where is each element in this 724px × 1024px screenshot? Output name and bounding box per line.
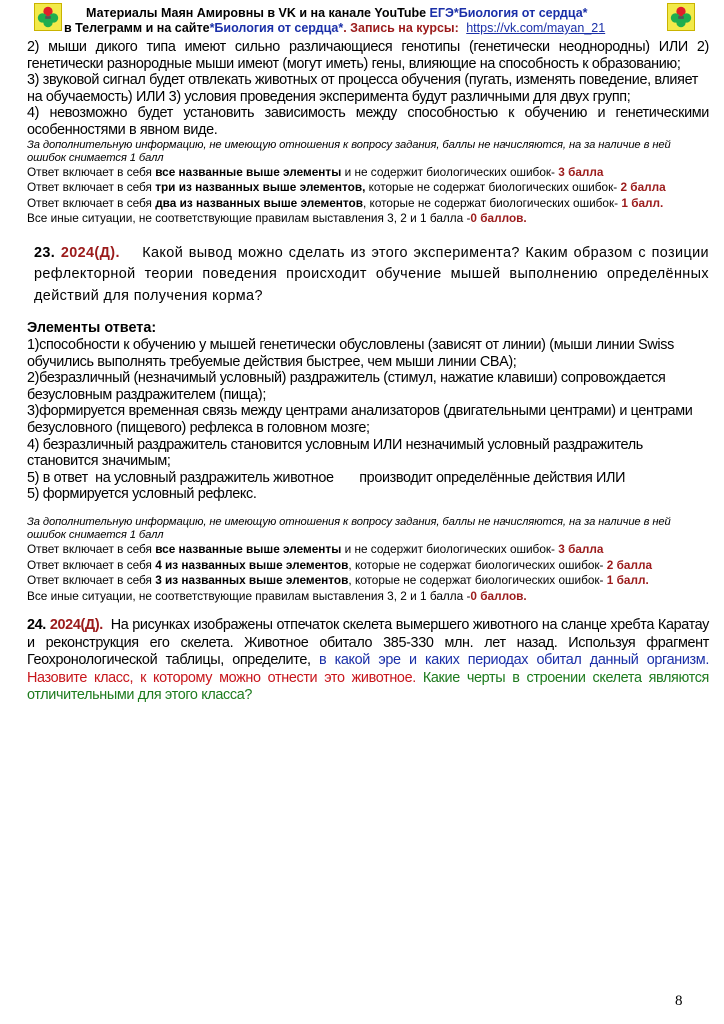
scoring-criteria: все названные выше элементы xyxy=(155,542,342,556)
scoring-criteria: 4 из названных выше элементов xyxy=(155,557,349,572)
scoring-text: Ответ включает в себя xyxy=(27,542,156,556)
scoring-points: 2 балла xyxy=(606,557,653,572)
answer-element-5: 5) в ответ на условный раздражитель животное производит определённые действия ИЛИ xyxy=(27,469,626,486)
header-line-1 xyxy=(86,6,588,21)
scoring-points: 2 балла xyxy=(620,180,666,195)
scoring-points: 0 баллов. xyxy=(470,211,527,226)
scoring-points: 3 балла xyxy=(558,164,604,179)
header-brand: ЕГЭ*Биология от сердца* xyxy=(429,6,588,20)
header-site-brand: *Биология от сердца* xyxy=(209,21,344,35)
scoring-row xyxy=(27,196,709,212)
scoring-criteria: 3 из названных выше элементов xyxy=(155,573,349,587)
scoring-text: которые не содержат биологических ошибок- xyxy=(365,180,621,195)
scoring-points: 3 балла xyxy=(558,542,604,556)
scoring-text: Ответ включает в себя xyxy=(27,195,156,210)
answer-element-4: 4) безразличный раздражитель становится условным ИЛИ незначимый условный раздражитель становится значимым; xyxy=(27,436,643,470)
answer-element-4: 4) невозможно будет установить зависимость между способностью к обучению и генетическими особенностями в явном виде. xyxy=(27,105,709,138)
scoring-text: Все иные ситуации, не соответствующие правилам выставления 3, 2 и 1 балла - xyxy=(27,588,471,603)
answer-element-2: 2) мыши дикого типа имеют сильно различающиеся генотипы (генетически неоднородны) ИЛИ 2) генетически разнородные мыши имеют (могут иметь) гены, влияющие на способность к образованию; xyxy=(27,39,709,72)
answer-element-1: 1)способности к обучению у мышей генетически обусловлены (зависят от линии) (мыши линии Swiss обучились выполнять требуемые действия быстрее, чем мыши линии CBA); xyxy=(27,337,674,370)
scoring-text: Ответ включает в себя xyxy=(27,164,156,179)
question-text: Какой вывод можно сделать из этого эксперимента? Каким образом с позиции рефлекторной теории поведения происходит обучение мышей выполнению определённых действий для получения корма? xyxy=(34,244,709,304)
answer-element-5-alt: 5) формируется условный рефлекс. xyxy=(27,486,257,503)
clover-heart-logo-icon xyxy=(34,3,62,31)
question-task-features: Какие черты в строении скелета являются отличительными для этого класса? xyxy=(27,669,709,704)
header-prefix: Материалы Маян Амировны в VK и на канале YouTube xyxy=(86,6,430,20)
scoring-points: 1 балл. xyxy=(621,195,664,210)
scoring-note: За дополнительную информацию, не имеющую отношения к вопросу задания, баллы не начисляются, на за наличие в ней ошибок снимается 1 балл xyxy=(27,516,671,541)
scoring-text: , которые не содержат биологических ошибок- xyxy=(362,195,622,210)
clover-heart-logo-icon xyxy=(667,3,695,31)
scoring-row xyxy=(27,165,709,181)
header-telegram-text: в Телеграмм и на сайте xyxy=(64,21,210,35)
answer-element-2: 2)безразличный (незначимый условный) раздражитель (стимул, нажатие клавиши) сопровождается безусловным раздражителем (пища); xyxy=(27,370,666,403)
page-number: 8 xyxy=(675,993,683,1009)
answer-element-3: 3) звуковой сигнал будет отвлекать животных от процесса обучения (пугать, изменять поведение, влияет на обучаемость) ИЛИ 3) условия проведения эксперимента будут различными для двух групп; xyxy=(27,72,698,105)
scoring-criteria: два из названных выше элементов xyxy=(155,195,363,210)
scoring-text: Ответ включает в себя xyxy=(27,557,156,572)
scoring-block-1 xyxy=(27,165,709,227)
scoring-points: 0 баллов. xyxy=(470,588,527,603)
scoring-row xyxy=(27,180,709,196)
scoring-text: Ответ включает в себя xyxy=(27,573,156,587)
question-number: 23. xyxy=(34,244,56,261)
scoring-row xyxy=(27,589,709,605)
question-23 xyxy=(27,243,709,308)
scoring-text: и не содержит биологических ошибок- xyxy=(341,164,559,179)
scoring-text: Ответ включает в себя xyxy=(27,180,156,195)
question-task-class: Назовите класс, к которому можно отнести это животное. xyxy=(27,669,416,686)
question-year: 2024(Д). xyxy=(49,617,103,633)
scoring-text: и не содержит биологических ошибок- xyxy=(341,542,559,556)
scoring-row xyxy=(27,542,709,558)
question-task-era: в какой эре и каких периодах обитал данный организм. xyxy=(318,652,709,669)
scoring-text: , которые не содержат биологических ошибок- xyxy=(348,557,607,572)
scoring-criteria: все названные выше элементы xyxy=(155,164,342,179)
question-number: 24. xyxy=(27,617,46,633)
scoring-row xyxy=(27,573,709,589)
scoring-text: , которые не содержат биологических ошибок- xyxy=(348,573,607,587)
scoring-text: Все иные ситуации, не соответствующие правилам выставления 3, 2 и 1 балла - xyxy=(27,211,471,226)
question-year: 2024(Д). xyxy=(60,244,120,261)
page-content xyxy=(27,39,709,705)
scoring-block-2 xyxy=(27,542,709,604)
question-24 xyxy=(27,617,709,705)
scoring-row xyxy=(27,211,709,227)
scoring-row xyxy=(27,558,709,574)
header-line-2 xyxy=(64,21,605,36)
answer-elements-heading: Элементы ответа: xyxy=(27,320,157,337)
scoring-note: За дополнительную информацию, не имеющую отношения к вопросу задания, баллы не начисляются, на за наличие в ней ошибок снимается 1 балл xyxy=(27,138,671,164)
header-signup-label: . Запись на курсы: xyxy=(343,21,459,35)
vk-link[interactable]: https://vk.com/mayan_21 xyxy=(466,21,606,35)
question-text: На рисунках изображены отпечаток скелета вымершего животного на сланце хребта Каратау и реконструкция его скелета. Животное обитало 385-330 млн. лет назад. Используя фрагмент Геохронологической таблицы, определите, xyxy=(27,617,710,669)
scoring-criteria: три из названных выше элементов, xyxy=(155,180,366,195)
scoring-points: 1 балл. xyxy=(606,573,649,587)
answer-element-3: 3)формируется временная связь между центрами анализаторов (двигательными центрами) и центрами безусловного (пищевого) рефлекса в головном мозге; xyxy=(27,403,693,437)
